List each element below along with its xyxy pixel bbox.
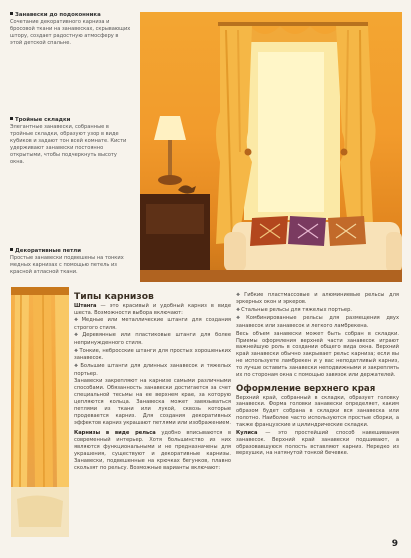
caption-decorative-loops (10, 248, 132, 276)
section-title-heading-design: Оформление верхнего края (236, 383, 376, 394)
page-number: 9 (391, 539, 398, 549)
paragraph-text: — это красивый и удобный карниз в виде шеста. Возможности выбора включают: (74, 303, 231, 316)
curtain-detail-photo (11, 287, 69, 537)
section-title: Типы карнизов (74, 291, 154, 302)
list-item: ❖ Тонкие, небросские штанги для простых хорошеньких занавесок. (74, 348, 231, 363)
list-item: ❖ Большие штанги для длинных занавесок и тяжелых портьер. (74, 363, 231, 378)
list-item: ❖ Медные или металлические штанги для создания строгого стиля. (74, 317, 231, 332)
caption-body: Сочетание декоративного карниза и бросовой ткани на занавесках, скрывающих штору, создает радостную атмосферу в этой детской спальне. (10, 19, 131, 46)
paragraph (236, 430, 399, 457)
caption-body: Элегантные занавески, собранные в тройные складки, образуют узор в виде кубиков и задают тон всей комнате. Кисти удерживают занавески постоянно открытыми, чтобы подчеркнуть высоту окна. (10, 124, 127, 165)
term: Кулиса (236, 429, 258, 436)
living-room-photo (140, 12, 402, 282)
caption-body: Простые занавески подвешены на тонких медных карнизах с помощью петель из красной атласной ткани. (10, 255, 124, 275)
paragraph: Весь объем занавески может быть собран в складки. Приемы оформления верхней части занавесок играют важнейшую роль в создании общего вида окна. Верхний край занавески обычно закрывает рельс карниза; если вы не используете ламбрекен и у вас неподатливый карниз, то лучше оставить занавески неподвижными и закреплять их по сторонам окна с помощью завязок или держателей. (236, 330, 399, 378)
caption-title: Занавески до подоконника (15, 12, 101, 18)
paragraph: Верхний край, собранный в складки, образует головку занавески. Форма головки занавески определяет, каким образом будет собрана в складки вся занавеска или полотно. Наиболее часто используются простые сборки, а также французские и цилиндрические складки. (236, 394, 399, 428)
bullet-icon (10, 12, 13, 15)
paragraph-text: — это простейший способ навешивания занавесок. Верхний край занавески подшивают, а образовавшуюся полость вставляют карниз. Нередко из верхушки, на натянутой тонкой бечевке. (236, 429, 399, 457)
list-item: ❖ Стальные рельсы для тяжелых портьер. (236, 307, 399, 315)
caption-title: Тройные складки (15, 117, 71, 123)
paragraph (74, 430, 231, 471)
curtain-detail-illustration (11, 287, 69, 537)
bullet-icon (10, 248, 13, 251)
caption-triple-pleats (10, 117, 132, 165)
living-room-illustration (140, 12, 402, 282)
term: Штанга (74, 303, 97, 309)
list-item: ❖ Комбинированные рельсы для размещения двух занавесок или занавесок и легкого ламбрекена. (236, 315, 399, 330)
right-column (236, 291, 399, 457)
caption-title: Декоративные петли (15, 248, 81, 254)
bullet-icon (10, 117, 13, 120)
paragraph: Занавески закрепляют на карнизе самыми различными способами. Обязанность занавески достигается за счет специальной тесьмы на ее верхнем крае, за которую цепляются кольца. Занавеска может завязываться петлями из ткани или лукой, сквозь которые продевается карниз. Для создания декоративных эффектов карниз украшают петлями или изображением. (74, 378, 231, 426)
paragraph-text: удобно вписываются в современный интерьер. Хотя большинство из них являются функциональными и не предназначены для украшения, существуют и декоративные карнизы. Занавески, подвешенные на крючках бегунков, плавно скользят по рельсу. Возможные варианты включают: (74, 430, 231, 471)
curtain-rod-types-section (74, 291, 231, 471)
caption-curtains-to-sill (10, 12, 132, 47)
list-item: ❖ Деревянные или пластиковые штанги для более непринужденного стиля. (74, 332, 231, 347)
paragraph (74, 303, 231, 317)
list-item: ❖ Гибкие пластмассовые и алюминиевые рельсы для эркерных окон и эркеров. (236, 292, 399, 307)
term: Карнизы в виде рельса (74, 430, 156, 437)
